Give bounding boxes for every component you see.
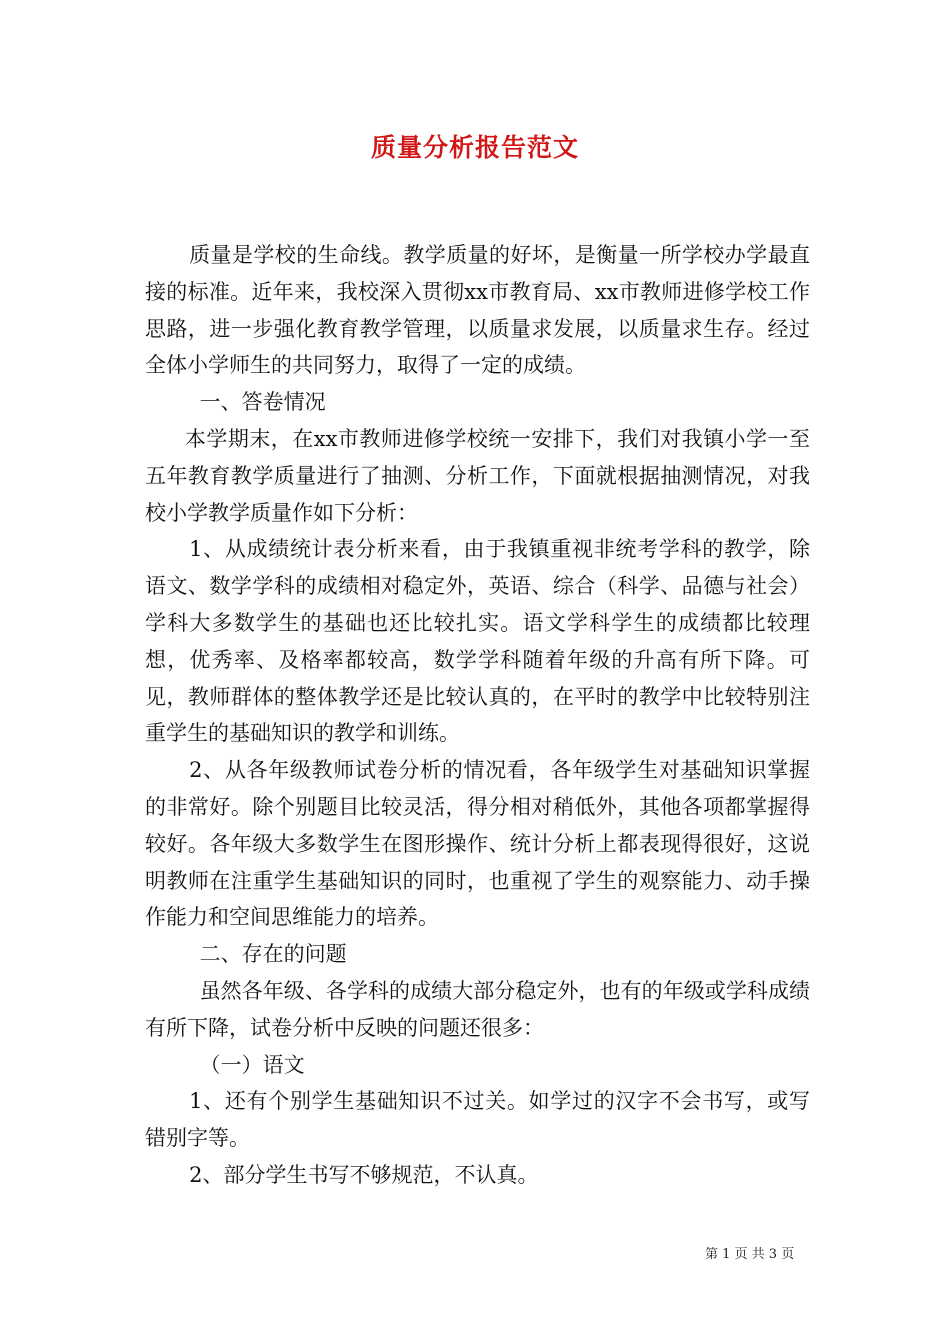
section-heading-answer-situation: 一、答卷情况 (199, 390, 326, 415)
paragraph-point-2: 2、从各年级教师试卷分析的情况看，各年级学生对基础知识掌握的非常好。除个别题目比较灵活，得分相对稍低外，其他各项都掌握得较好。各年级大多数学生在图形操作、统计分析上都表现得很好，这说明教师在注重学生基础知识的同时，也重视了学生的观察能力、动手操作能力和空间思维能力的培养。 (145, 758, 810, 930)
paragraph-problems-intro: 虽然各年级、各学科的成绩大部分稳定外，也有的年级或学科成绩有所下降，试卷分析中反映的问题还很多： (145, 978, 810, 1040)
paragraph-chinese-point-2: 2、部分学生书写不够规范，不认真。 (189, 1162, 539, 1187)
paragraph-point-1: 1、从成绩统计表分析来看，由于我镇重视非统考学科的教学，除语文、数学学科的成绩相对稳定外，英语、综合（科学、品德与社会）学科大多数学生的基础也还比较扎实。语文学科学生的成绩都比较理想，优秀率、及格率都较高，数学学科随着年级的升高有所下降。可见，教师群体的整体教学还是比较认真的，在平时的教学中比较特别注重学生的基础知识的教学和训练。 (145, 537, 810, 746)
paragraph-chinese-point-1: 1、还有个别学生基础知识不过关。如学过的汉字不会书写，或写错别字等。 (145, 1089, 810, 1151)
document-body (145, 237, 810, 1194)
paragraph-intro: 质量是学校的生命线。教学质量的好坏，是衡量一所学校办学最直接的标准。近年来，我校深入贯彻xx市教育局、xx市教师进修学校工作思路，进一步强化教育教学管理，以质量求发展，以质量求生存。经过全体小学师生的共同努力，取得了一定的成绩。 (145, 243, 810, 378)
section-heading-problems: 二、存在的问题 (199, 942, 347, 967)
subsection-heading-chinese: （一）语文 (199, 1052, 305, 1077)
paragraph-answer-situation: 本学期末，在xx市教师进修学校统一安排下，我们对我镇小学一至五年教育教学质量进行了抽测、分析工作，下面就根据抽测情况，对我校小学教学质量作如下分析： (145, 426, 810, 525)
page-number: 第 1 页 共 3 页 (705, 1247, 795, 1262)
document-title: 质量分析报告范文 (370, 133, 579, 162)
